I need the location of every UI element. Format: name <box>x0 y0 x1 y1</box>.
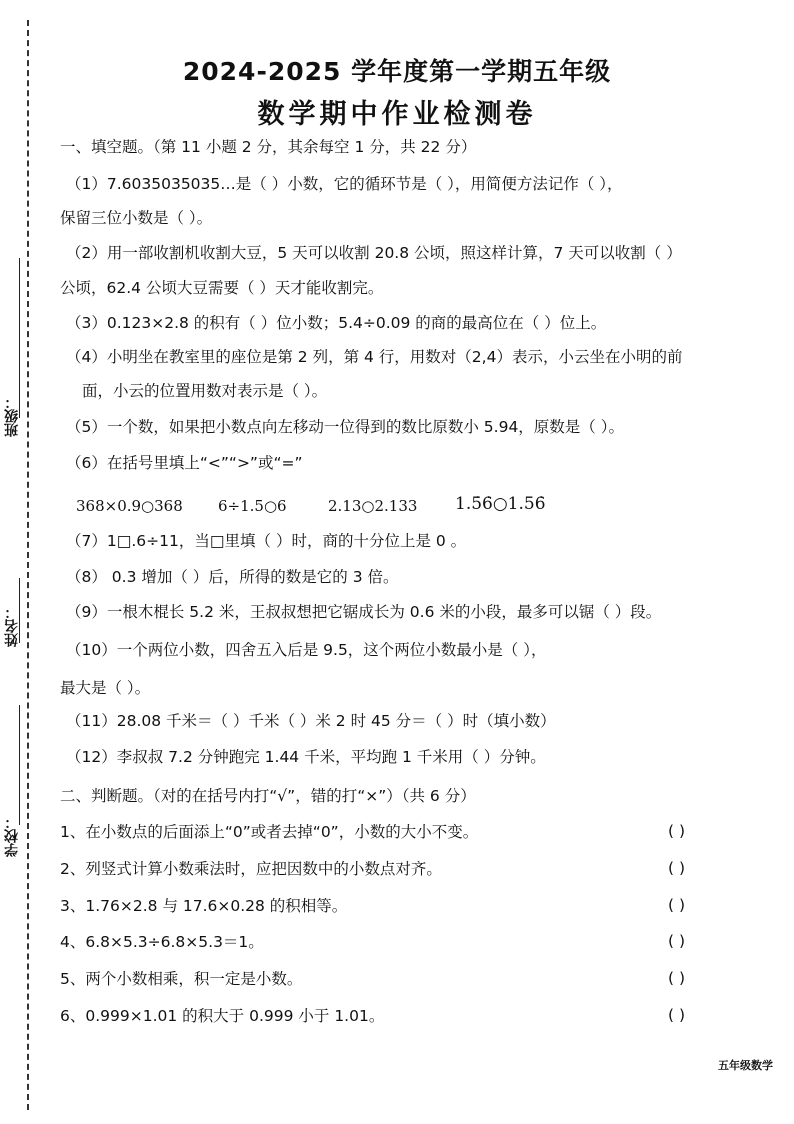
section2-heading: 二、判断题。（对的在括号内打“√”，错的打“×”）（共 6 分） <box>60 787 476 805</box>
judge-answer-1[interactable]: ( ) <box>668 822 686 840</box>
judge-item-5: 5、两个小数相乘，积一定是小数。 <box>60 970 303 988</box>
exam-title-line2: 数学期中作业检测卷 <box>257 99 537 130</box>
class-label: 班级： <box>4 395 20 437</box>
q2-line1: （2）用一部收割机收割大豆，5 天可以收割 20.8 公顷，照这样计算，7 天可以收割（ ） <box>66 244 682 262</box>
judge-answer-4[interactable]: ( ) <box>668 932 686 950</box>
judge-answer-6[interactable]: ( ) <box>668 1006 686 1024</box>
q5: （5）一个数，如果把小数点向左移动一位得到的数比原数小 5.94，原数是（ ）。 <box>66 418 624 436</box>
q1-line1: （1）7.6035035035…是（ ）小数，它的循环节是（ ），用简便方法记作（ ）， <box>66 175 623 193</box>
q10-line1: （10）一个两位小数，四舍五入后是 9.5，这个两位小数最小是（ ）， <box>66 641 547 659</box>
q9: （9）一根木棍长 5.2 米，王叔叔想把它锯成长为 0.6 米的小段，最多可以锯（ ）段。 <box>66 603 662 621</box>
judge-answer-5[interactable]: ( ) <box>668 969 686 987</box>
school-underline <box>19 705 20 825</box>
judge-item-6: 6、0.999×1.01 的积大于 0.999 小于 1.01。 <box>60 1007 385 1025</box>
q4-line2: 面，小云的位置用数对表示是（ ）。 <box>82 382 328 400</box>
footer-label: 五年级数学 <box>718 1059 773 1072</box>
q6-compare-item-2: 6÷1.5○6 <box>218 497 287 515</box>
q6-compare-item-4: 1.5̇6̇○1.56̇ <box>455 494 546 514</box>
exam-title-line1: 2024-2025 学年度第一学期五年级 <box>182 57 612 86</box>
q1-line2: 保留三位小数是（ ）。 <box>60 209 213 227</box>
judge-answer-2[interactable]: ( ) <box>668 859 686 877</box>
q6: （6）在括号里填上“<”“>”或“=” <box>66 454 303 472</box>
judge-item-4: 4、6.8×5.3÷6.8×5.3＝1。 <box>60 933 264 951</box>
school-label: 学校： <box>4 815 20 857</box>
judge-item-3: 3、1.76×2.8 与 17.6×0.28 的积相等。 <box>60 897 348 915</box>
q6-compare-item-3: 2.13○2.133 <box>328 497 418 515</box>
q3: （3）0.123×2.8 的积有（ ）位小数；5.4÷0.09 的商的最高位在（ ）位上。 <box>66 314 607 332</box>
judge-answer-3[interactable]: ( ) <box>668 896 686 914</box>
class-underline <box>19 258 20 418</box>
name-label: 姓名： <box>4 605 20 647</box>
q6-compare-item-1: 368×0.9○368 <box>76 497 183 515</box>
judge-item-2: 2、列竖式计算小数乘法时，应把因数中的小数点对齐。 <box>60 860 442 878</box>
q10-line2: 最大是（ ）。 <box>60 679 151 697</box>
section1-heading: 一、填空题。（第 11 小题 2 分，其余每空 1 分，共 22 分） <box>60 138 477 156</box>
q8: （8） 0.3 增加（ ）后，所得的数是它的 3 倍。 <box>66 568 399 586</box>
q11: （11）28.08 千米＝（ ）千米（ ）米 2 时 45 分＝（ ）时（填小数） <box>66 712 556 730</box>
q4-line1: （4）小明坐在教室里的座位是第 2 列，第 4 行，用数对（2,4）表示，小云坐在小明的前 <box>66 348 683 366</box>
q12: （12）李叔叔 7.2 分钟跑完 1.44 千米，平均跑 1 千米用（ ）分钟。 <box>66 748 546 766</box>
q7: （7）1□.6÷11，当□里填（ ）时，商的十分位上是 0 。 <box>66 532 467 550</box>
judge-item-1: 1、在小数点的后面添上“0”或者去掉“0”，小数的大小不变。 <box>60 823 479 841</box>
q2-line2: 公顷，62.4 公顷大豆需要（ ）天才能收割完。 <box>60 279 384 297</box>
binding-dashed-line <box>27 20 29 1110</box>
